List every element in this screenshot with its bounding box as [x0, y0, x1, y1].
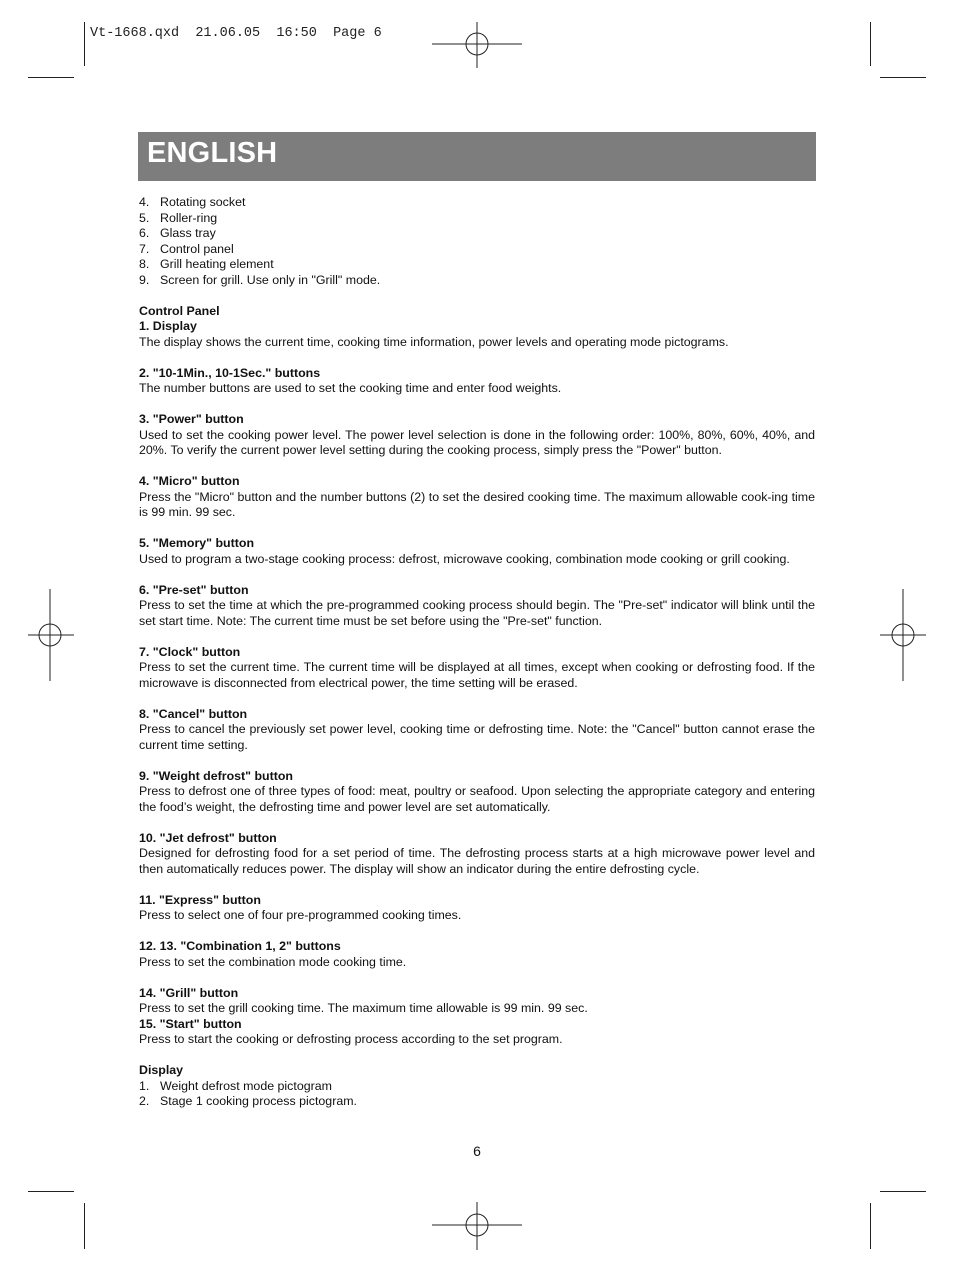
- item-body: Used to set the cooking power level. The power level selection is done in the following order: 100%, 80%, 60%, 40%, and 20%. To verify the current power level setting during the cooking process, simply press the "Power" button.: [139, 427, 815, 457]
- item-title: 15. "Start" button: [139, 1016, 242, 1031]
- item-body: Press to defrost one of three types of food: meat, poultry or seafood. Upon selecting the appropriate category and entering the food’s weight, the defrosting time and power level are set automatically.: [139, 784, 815, 814]
- control-item: [139, 707, 815, 754]
- item-body: Press to set the time at which the pre-programmed cooking process should begin. The "Pre-set" indicator will blink until the set start time. Note: The current time must be set before using the "Pre-set" function.: [139, 598, 815, 628]
- section-heading: Display: [139, 1063, 184, 1077]
- registration-mark-top: [432, 22, 524, 68]
- item-title: 5. "Memory" button: [139, 536, 255, 550]
- control-item: [139, 474, 815, 521]
- print-slug: [90, 26, 382, 41]
- item-title: 9. "Weight defrost" button: [139, 768, 293, 783]
- item-title: 7. "Clock" button: [139, 644, 241, 659]
- item-body: Press to set the combination mode cooking time.: [139, 954, 407, 969]
- crop-mark-br-h: [880, 1191, 926, 1192]
- item-body: The display shows the current time, cooking time information, power levels and operating mode pictograms.: [139, 334, 729, 349]
- control-item: [139, 1017, 815, 1048]
- registration-mark-right: [880, 589, 926, 681]
- crop-mark-tr-v: [870, 22, 871, 66]
- item-title: 8. "Cancel" button: [139, 706, 248, 721]
- crop-mark-tl-v: [84, 22, 85, 66]
- item-body: Designed for defrosting food for a set period of time. The defrosting process starts at a high microwave power level and then automatically reduces power. The display will show an indicator during the entire defrosting cycle.: [139, 846, 815, 876]
- display-section: [139, 1063, 815, 1110]
- control-item: [139, 366, 815, 397]
- item-title: 4. "Micro" button: [139, 474, 240, 488]
- item-title: 14. "Grill" button: [139, 985, 239, 1000]
- list-item: 6. Glass tray: [139, 226, 216, 240]
- item-body: Press to start the cooking or defrosting process according to the set program.: [139, 1032, 563, 1046]
- list-item: 4. Rotating socket: [139, 195, 246, 209]
- item-title: 10. "Jet defrost" button: [139, 830, 277, 845]
- control-item: [139, 583, 815, 630]
- item-body: Press the "Micro" button and the number buttons (2) to set the desired cooking time. The maximum allowable cook-ing time is 99 min. 99 sec.: [139, 489, 815, 519]
- item-body: Press to set the grill cooking time. The maximum time allowable is 99 min. 99 sec.: [139, 1001, 588, 1015]
- control-item: [139, 536, 815, 567]
- item-title: 2. "10-1Min., 10-1Sec." buttons: [139, 365, 321, 380]
- item-body: Press to cancel the previously set power level, cooking time or defrosting time. Note: the "Cancel" button cannot erase the current time setting.: [139, 722, 815, 752]
- list-item: 1. Weight defrost mode pictogram: [139, 1078, 332, 1093]
- list-item: 2. Stage 1 cooking process pictogram.: [139, 1094, 357, 1108]
- item-body: The number buttons are used to set the cooking time and enter food weights.: [139, 381, 562, 395]
- page-number: 6: [473, 1143, 481, 1159]
- control-item: [139, 986, 815, 1017]
- crop-mark-br-v: [870, 1203, 871, 1249]
- control-item: [139, 412, 815, 459]
- crop-mark-bl-h: [28, 1191, 74, 1192]
- display-list: [139, 1079, 815, 1110]
- slug-page: Page 6: [333, 26, 382, 41]
- slug-time: 16:50: [276, 26, 317, 41]
- item-body: Used to program a two-stage cooking process: defrost, microwave cooking, combination mode cooking or grill cooking.: [139, 551, 790, 566]
- control-item: [139, 831, 815, 878]
- slug-file: Vt-1668.qxd: [90, 26, 180, 41]
- item-title: 1. Display: [139, 319, 197, 333]
- registration-mark-left: [28, 589, 74, 681]
- crop-mark-tl-h: [28, 77, 74, 78]
- control-item: [139, 769, 815, 816]
- control-panel-section: [139, 304, 815, 351]
- list-item: 9. Screen for grill. Use only in "Grill" mode.: [139, 272, 381, 287]
- control-item: [139, 893, 815, 924]
- item-title: 3. "Power" button: [139, 412, 244, 426]
- control-item: [139, 645, 815, 692]
- registration-mark-bottom: [432, 1202, 524, 1250]
- language-banner: [138, 132, 816, 181]
- control-item: [139, 939, 815, 970]
- item-body: Press to select one of four pre-programmed cooking times.: [139, 908, 462, 922]
- crop-mark-tr-h: [880, 77, 926, 78]
- item-body: Press to set the current time. The current time will be displayed at all times, except when cooking or defrosting food. If the microwave is disconnected from electrical power, the time setting will be erased.: [139, 660, 815, 690]
- list-item: 5. Roller-ring: [139, 210, 218, 225]
- list-item: 7. Control panel: [139, 241, 234, 256]
- crop-mark-bl-v: [84, 1203, 85, 1249]
- banner-title: ENGLISH: [147, 137, 278, 169]
- page-content: [139, 195, 815, 1110]
- slug-date: 21.06.05: [195, 26, 261, 41]
- item-title: 11. "Express" button: [139, 892, 261, 907]
- list-item: 8. Grill heating element: [139, 257, 274, 271]
- section-heading: Control Panel: [139, 303, 220, 318]
- item-title: 12. 13. "Combination 1, 2" buttons: [139, 939, 341, 953]
- item-title: 6. "Pre-set" button: [139, 582, 249, 597]
- parts-list: [139, 195, 815, 288]
